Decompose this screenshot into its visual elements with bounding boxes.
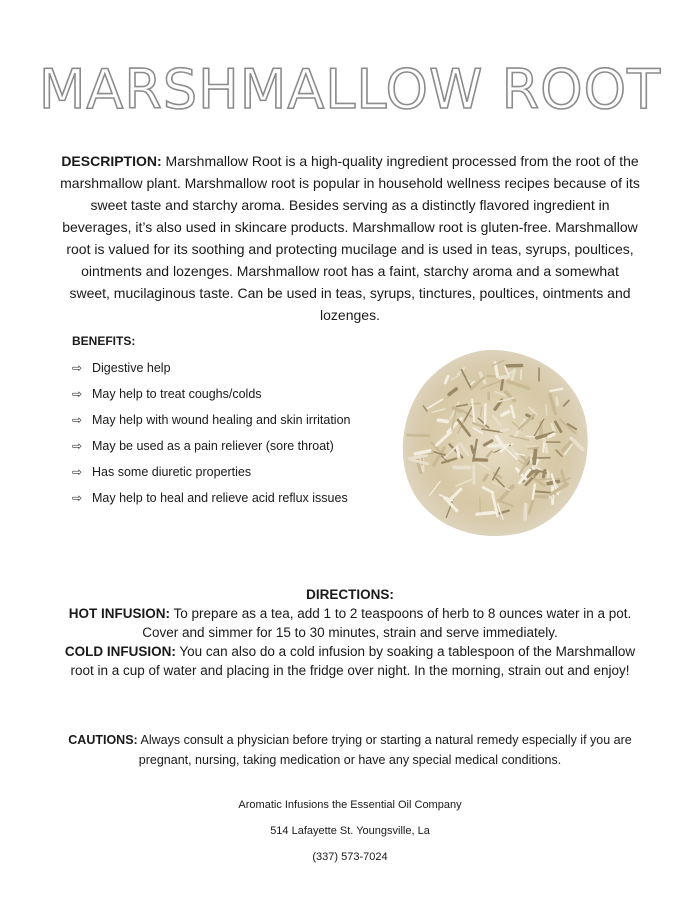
hot-infusion-text: To prepare as a tea, add 1 to 2 teaspoons of herb to 8 ounces water in a pot. Cover and simmer for 15 to 30 minutes, strain and serve immediately.	[142, 606, 632, 640]
cold-infusion	[60, 642, 640, 680]
root-shred	[477, 512, 497, 514]
cautions-label: CAUTIONS:	[68, 733, 138, 747]
benefit-text: May help with wound healing and skin irritation	[92, 413, 351, 427]
benefit-text: May help to heal and relieve acid reflux issues	[92, 491, 348, 505]
root-shred	[536, 496, 548, 497]
root-shred	[472, 446, 474, 453]
description-text: Marshmallow Root is a high-quality ingredient processed from the root of the marshmallow plant. Marshmallow root is popular in household wellness recipes because of its sweet taste and starchy aroma. Besides serving as a distinctly flavored ingredient in beverages, it’s also used in skincare products. Marshmallow root is gluten-free. Marshmallow root is valued for its soothing and protecting mucilage and is used in teas, syrups, poultices, ointments and lozenges. Marshmallow root has a faint, starchy aroma and a somewhat sweet, mucilaginous taste. Can be used in teas, syrups, tinctures, poultices, ointments and lozenges.	[60, 153, 640, 323]
page-title: MARSHMALLOW ROOT	[38, 58, 662, 121]
root-shred	[525, 505, 526, 519]
benefit-text: May help to treat coughs/colds	[92, 387, 262, 401]
benefits-heading: BENEFITS:	[72, 334, 136, 348]
hot-infusion-label: HOT INFUSION:	[68, 606, 170, 621]
cold-infusion-label: COLD INFUSION:	[64, 644, 176, 659]
arrow-right-icon: ⇨	[72, 413, 83, 427]
root-shred	[480, 497, 481, 512]
cautions-text: Always consult a physician before trying or starting a natural remedy especially if you are pregnant, nursing, taking medication or have any special medical conditions.	[137, 733, 632, 767]
description-label: DESCRIPTION:	[61, 153, 162, 169]
root-shred	[481, 407, 482, 416]
directions-section	[60, 585, 640, 680]
benefits-list	[72, 358, 362, 514]
benefit-text: May be used as a pain reliever (sore throat)	[92, 439, 334, 453]
benefit-item	[72, 488, 362, 509]
benefit-item	[72, 384, 362, 405]
benefit-item	[72, 436, 362, 457]
root-shred	[501, 430, 507, 431]
directions-heading: DIRECTIONS:	[306, 587, 394, 602]
root-shred	[474, 460, 487, 461]
company-phone: (337) 573-7024	[312, 851, 388, 863]
root-shred	[544, 471, 545, 477]
root-shred	[543, 444, 544, 452]
marshmallow-root-image	[396, 342, 596, 542]
root-shred	[557, 398, 558, 405]
arrow-right-icon: ⇨	[72, 465, 83, 479]
cold-infusion-text: You can also do a cold infusion by soaking a tablespoon of the Marshmallow root in a cup of water and placing in the fridge over night. In the morning, strain out and enjoy!	[70, 644, 636, 678]
root-shred	[408, 435, 429, 436]
root-shred	[534, 450, 535, 464]
company-address: 514 Lafayette St. Youngsville, La	[270, 825, 430, 837]
root-shred	[501, 380, 502, 390]
root-shred	[439, 420, 448, 421]
arrow-right-icon: ⇨	[72, 439, 83, 453]
benefit-text: Has some diuretic properties	[92, 465, 252, 479]
benefit-item	[72, 410, 362, 431]
benefit-item	[72, 358, 362, 379]
arrow-right-icon: ⇨	[72, 387, 83, 401]
hot-infusion	[60, 604, 640, 642]
arrow-right-icon: ⇨	[72, 361, 83, 375]
root-shred	[546, 405, 547, 415]
description	[60, 150, 640, 326]
company-name: Aromatic Infusions the Essential Oil Company	[238, 799, 462, 811]
footer	[0, 798, 700, 876]
arrow-right-icon: ⇨	[72, 491, 83, 505]
benefit-text: Digestive help	[92, 361, 171, 375]
cautions-section	[60, 730, 640, 770]
benefit-item	[72, 462, 362, 483]
root-shred	[500, 377, 509, 378]
